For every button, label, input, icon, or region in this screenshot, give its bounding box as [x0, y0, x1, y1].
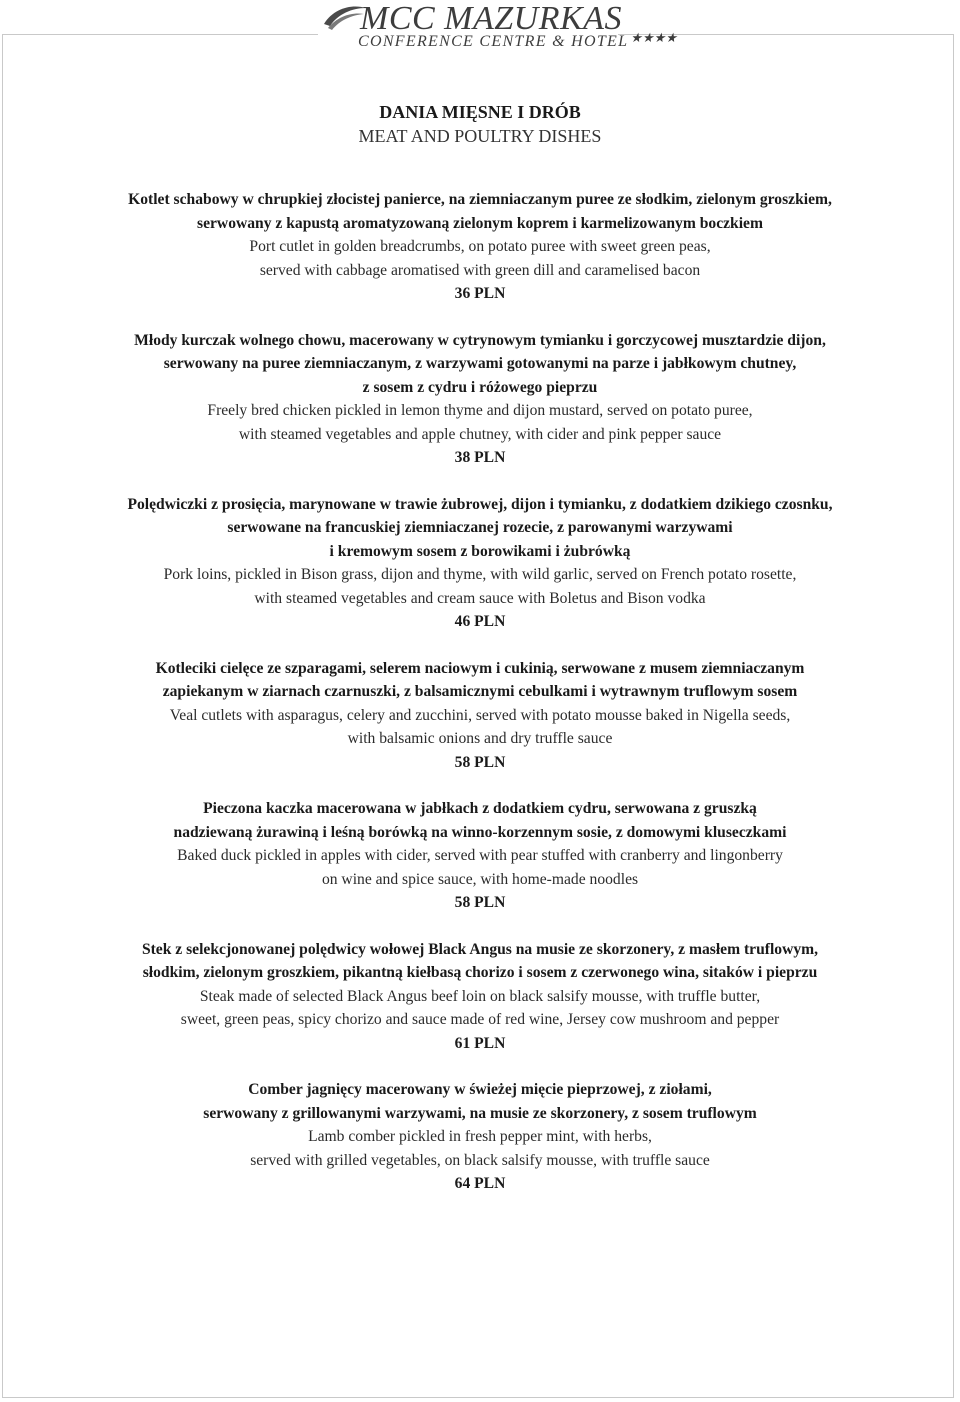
- dish-pl-line: i kremowym sosem z borowikami i żubrówką: [329, 542, 631, 560]
- dish-en-line: served with cabbage aromatised with green dill and caramelised bacon: [259, 261, 701, 279]
- dish-pl-line: Pieczona kaczka macerowana w jabłkach z dodatkiem cydru, serwowana z gruszką: [203, 800, 757, 817]
- dish-en-line: sweet, green peas, spicy chorizo and sauce made of red wine, Jersey cow mushroom and pepper: [180, 1011, 780, 1028]
- dish-price: 46 PLN: [454, 613, 506, 630]
- dish-en-line: Veal cutlets with asparagus, celery and zucchini, served with potato mousse baked in Nigella seeds,: [169, 706, 791, 724]
- dish-en-line: with steamed vegetables and apple chutney, with cider and pink pepper sauce: [238, 425, 722, 443]
- dish-en-line: Baked duck pickled in apples with cider, served with pear stuffed with cranberry and lingonberry: [177, 847, 783, 864]
- dish-name-en: [30, 563, 930, 610]
- section-title-en: MEAT AND POULTRY DISHES: [358, 126, 602, 146]
- dish-name-pl: [30, 188, 930, 235]
- dish-name-en: [30, 704, 930, 751]
- dish-pl-line: z sosem z cydru i różowego pieprzu: [362, 378, 598, 396]
- menu-item: [0, 1078, 960, 1196]
- dish-name-pl: [30, 797, 930, 844]
- hotel-logo: [318, 0, 677, 56]
- dish-pl-line: serwowany z kapustą aromatyzowaną zielonym koprem i karmelizowanym boczkiem: [197, 214, 763, 232]
- dish-name-pl: [30, 657, 930, 704]
- menu-item: [0, 797, 960, 915]
- dish-en-line: Port cutlet in golden breadcrumbs, on potato puree with sweet green peas,: [249, 238, 711, 255]
- dish-pl-line: Stek z selekcjonowanej polędwicy wołowej Black Angus na musie ze skorzonery, z masłem truflowym,: [141, 940, 819, 958]
- dish-name-en: [30, 844, 930, 891]
- dish-pl-line: serwowane na francuskiej ziemniaczanej rozecie, z parowanymi warzywami: [227, 519, 733, 536]
- dish-name-pl: [30, 493, 930, 564]
- dish-pl-line: serwowany na puree ziemniaczanym, z warzywami gotowanymi na parze i jabłkowym chutney,: [163, 355, 797, 372]
- logo-sub-text: [358, 30, 677, 50]
- dish-price: 58 PLN: [454, 753, 506, 771]
- dish-pl-line: Comber jagnięcy macerowany w świeżej mięcie pieprzowej, z ziołami,: [248, 1081, 712, 1098]
- menu-item: [0, 657, 960, 775]
- dish-price: 36 PLN: [454, 285, 506, 302]
- dish-en-line: served with grilled vegetables, on black salsify mousse, with truffle sauce: [250, 1151, 710, 1169]
- menu-item: [0, 938, 960, 1056]
- dish-pl-line: serwowany z grillowanymi warzywami, na musie ze skorzonery, z sosem truflowym: [203, 1104, 757, 1122]
- dish-price: 38 PLN: [454, 449, 506, 466]
- menu-item: [0, 493, 960, 634]
- dish-en-line: on wine and spice sauce, with home-made noodles: [321, 870, 639, 888]
- logo-stars: ★★★★: [630, 30, 677, 45]
- logo-main-text: MCC MAZURKAS: [360, 0, 622, 37]
- dish-name-pl: [30, 1078, 930, 1125]
- dish-en-line: Pork loins, pickled in Bison grass, dijon and thyme, with wild garlic, served on French potato rosette,: [163, 566, 797, 583]
- dish-en-line: Lamb comber pickled in fresh pepper mint, with herbs,: [308, 1128, 652, 1145]
- logo-sub-label: CONFERENCE CENTRE & HOTEL: [358, 33, 629, 50]
- dish-name-en: [30, 985, 930, 1032]
- dish-name-en: [30, 235, 930, 282]
- dish-en-line: with balsamic onions and dry truffle sauce: [347, 730, 613, 747]
- dish-pl-line: Polędwiczki z prosięcia, marynowane w trawie żubrowej, dijon i tymianku, z dodatkiem dzikiego czosnku,: [127, 495, 833, 513]
- dish-pl-line: nadziewaną żurawiną i leśną borówką na winno-korzennym sosie, z domowymi kluseczkami: [173, 823, 787, 841]
- menu-item: [0, 329, 960, 470]
- dish-pl-line: słodkim, zielonym groszkiem, pikantną kiełbasą chorizo i sosem z czerwonego wina, sitaków i pieprzu: [142, 964, 818, 981]
- dish-name-pl: [30, 329, 930, 400]
- dish-price: 61 PLN: [454, 1034, 506, 1052]
- dish-en-line: with steamed vegetables and cream sauce with Boletus and Bison vodka: [254, 589, 706, 607]
- menu-section: [0, 100, 960, 1219]
- dish-name-pl: [30, 938, 930, 985]
- dish-name-en: [30, 1125, 930, 1172]
- dish-pl-line: Kotleciki cielęce ze szparagami, selerem naciowym i cukinią, serwowane z musem ziemniaczanym: [155, 659, 805, 677]
- dish-pl-line: Młody kurczak wolnego chowu, macerowany w cytrynowym tymianku i gorczycowej musztardzie dijon,: [134, 331, 826, 349]
- dish-en-line: Steak made of selected Black Angus beef loin on black salsify mousse, with truffle butter,: [199, 987, 761, 1005]
- dish-pl-line: zapiekanym w ziarnach czarnuszki, z balsamicznymi cebulkami i wytrawnym truflowym sosem: [162, 683, 798, 700]
- dish-en-line: Freely bred chicken pickled in lemon thyme and dijon mustard, served on potato puree,: [207, 402, 753, 419]
- menu-item: [0, 188, 960, 306]
- dish-price: 64 PLN: [454, 1175, 506, 1192]
- section-title-pl: DANIA MIĘSNE I DRÓB: [379, 102, 581, 122]
- dish-price: 58 PLN: [454, 894, 506, 911]
- dish-pl-line: Kotlet schabowy w chrupkiej złocistej panierce, na ziemniaczanym puree ze słodkim, zielonym groszkiem,: [128, 191, 832, 208]
- dish-name-en: [30, 399, 930, 446]
